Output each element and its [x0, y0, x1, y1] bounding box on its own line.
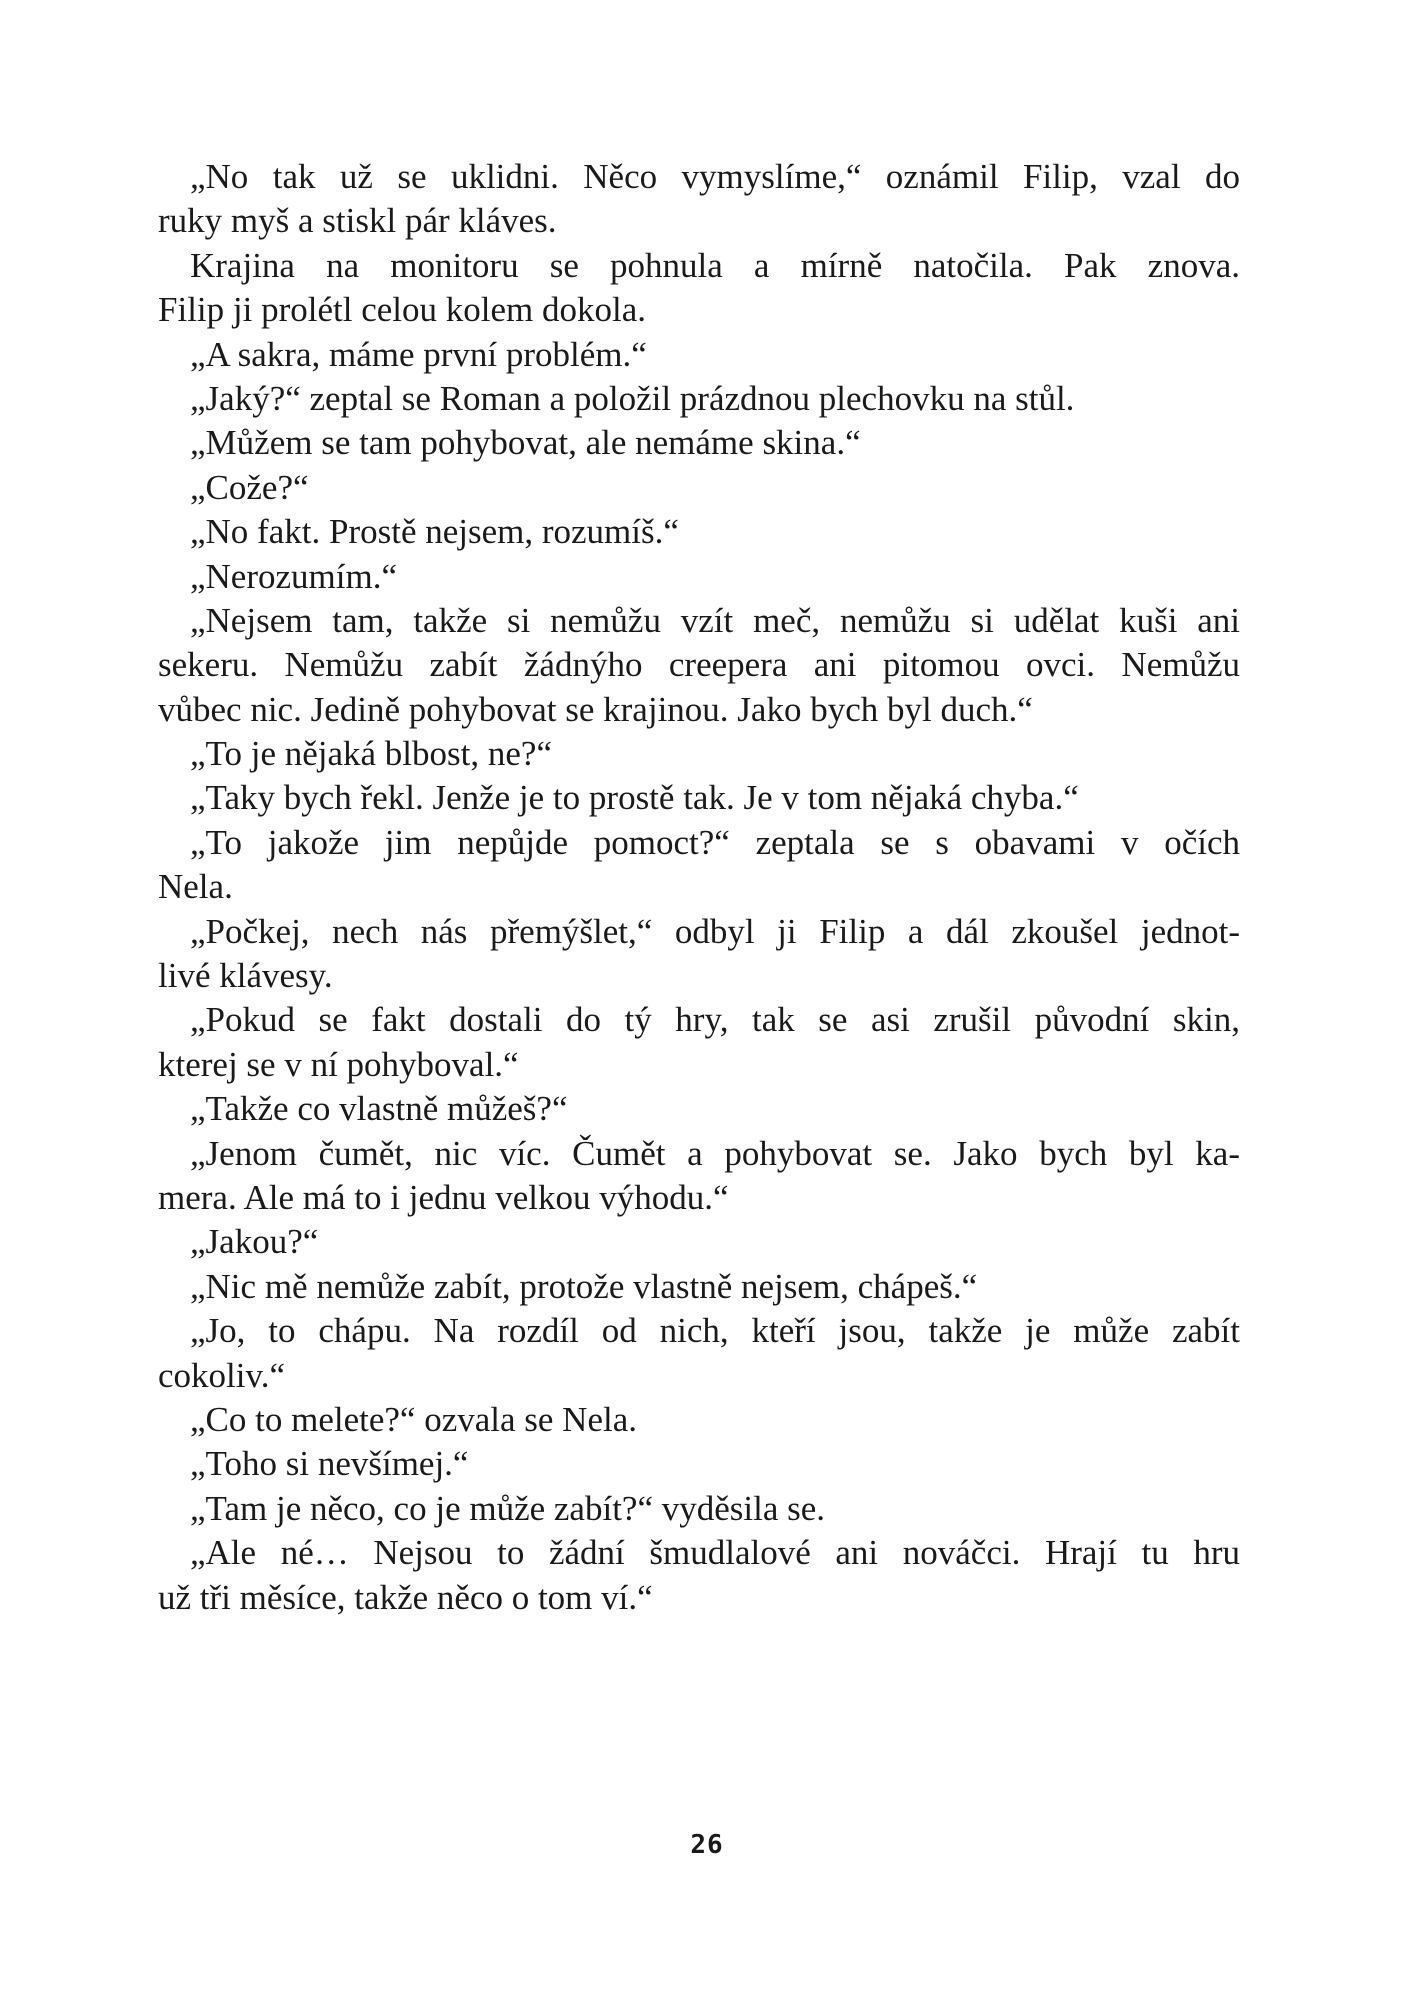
- text-line: „Jenom čumět, nic víc. Čumět a pohybovat se. Jako bych byl ka-: [190, 1133, 1240, 1173]
- text-line: „Jaký?“ zeptal se Roman a položil prázdnou plechovku na stůl.: [190, 378, 1075, 418]
- text-line: ruky myš a stiskl pár kláves.: [158, 201, 557, 241]
- text-line: „Jo, to chápu. Na rozdíl od nich, kteří jsou, takže je může zabít: [190, 1311, 1240, 1351]
- text-line: cokoliv.“: [158, 1355, 285, 1395]
- text-line: „Nerozumím.“: [190, 556, 397, 596]
- text-line: vůbec nic. Jedině pohybovat se krajinou. Jako bych byl duch.“: [158, 689, 1033, 729]
- text-line: „Toho si nevšímej.“: [190, 1444, 469, 1484]
- text-line: „A sakra, máme první problém.“: [190, 334, 647, 374]
- text-line: livé klávesy.: [158, 956, 333, 996]
- text-line: „Pokud se fakt dostali do tý hry, tak se asi zrušil původní skin,: [190, 1000, 1240, 1040]
- body-text: [158, 155, 1240, 1620]
- text-line: „Nic mě nemůže zabít, protože vlastně nejsem, chápeš.“: [190, 1266, 978, 1306]
- text-line: „Cože?“: [190, 467, 309, 507]
- text-line: „Nejsem tam, takže si nemůžu vzít meč, nemůžu si udělat kuši ani: [190, 600, 1240, 640]
- text-line: „Co to melete?“ ozvala se Nela.: [190, 1399, 638, 1439]
- page-number: 26: [690, 1830, 724, 1860]
- text-line: Filip ji prolétl celou kolem dokola.: [158, 290, 646, 330]
- text-line: „Tam je něco, co je může zabít?“ vyděsila se.: [190, 1488, 826, 1528]
- text-line: Krajina na monitoru se pohnula a mírně natočila. Pak znova.: [190, 245, 1240, 285]
- text-line: „To je nějaká blbost, ne?“: [190, 734, 552, 774]
- text-line: „Počkej, nech nás přemýšlet,“ odbyl ji Filip a dál zkoušel jednot-: [190, 911, 1240, 951]
- text-line: „Taky bych řekl. Jenže je to prostě tak. Je v tom nějaká chyba.“: [190, 778, 1079, 818]
- text-line: „Ale né… Nejsou to žádní šmudlalové ani nováčci. Hrají tu hru: [190, 1533, 1240, 1573]
- text-line: kterej se v ní pohyboval.“: [158, 1044, 519, 1084]
- text-line: mera. Ale má to i jednu velkou výhodu.“: [158, 1177, 729, 1217]
- text-line: už tři měsíce, takže něco o tom ví.“: [158, 1577, 653, 1617]
- text-line: „Jakou?“: [190, 1222, 319, 1262]
- text-line: „Takže co vlastně můžeš?“: [190, 1089, 568, 1129]
- text-line: „No tak už se uklidni. Něco vymyslíme,“ oznámil Filip, vzal do: [190, 157, 1240, 196]
- text-line: Nela.: [158, 867, 233, 907]
- text-line: „No fakt. Prostě nejsem, rozumíš.“: [190, 512, 679, 552]
- text-line: sekeru. Nemůžu zabít žádnýho creepera ani pitomou ovci. Nemůžu: [158, 645, 1240, 685]
- text-line: „Můžem se tam pohybovat, ale nemáme skina.“: [190, 423, 861, 463]
- text-line: „To jakože jim nepůjde pomoct?“ zeptala se s obavami v očích: [190, 822, 1240, 862]
